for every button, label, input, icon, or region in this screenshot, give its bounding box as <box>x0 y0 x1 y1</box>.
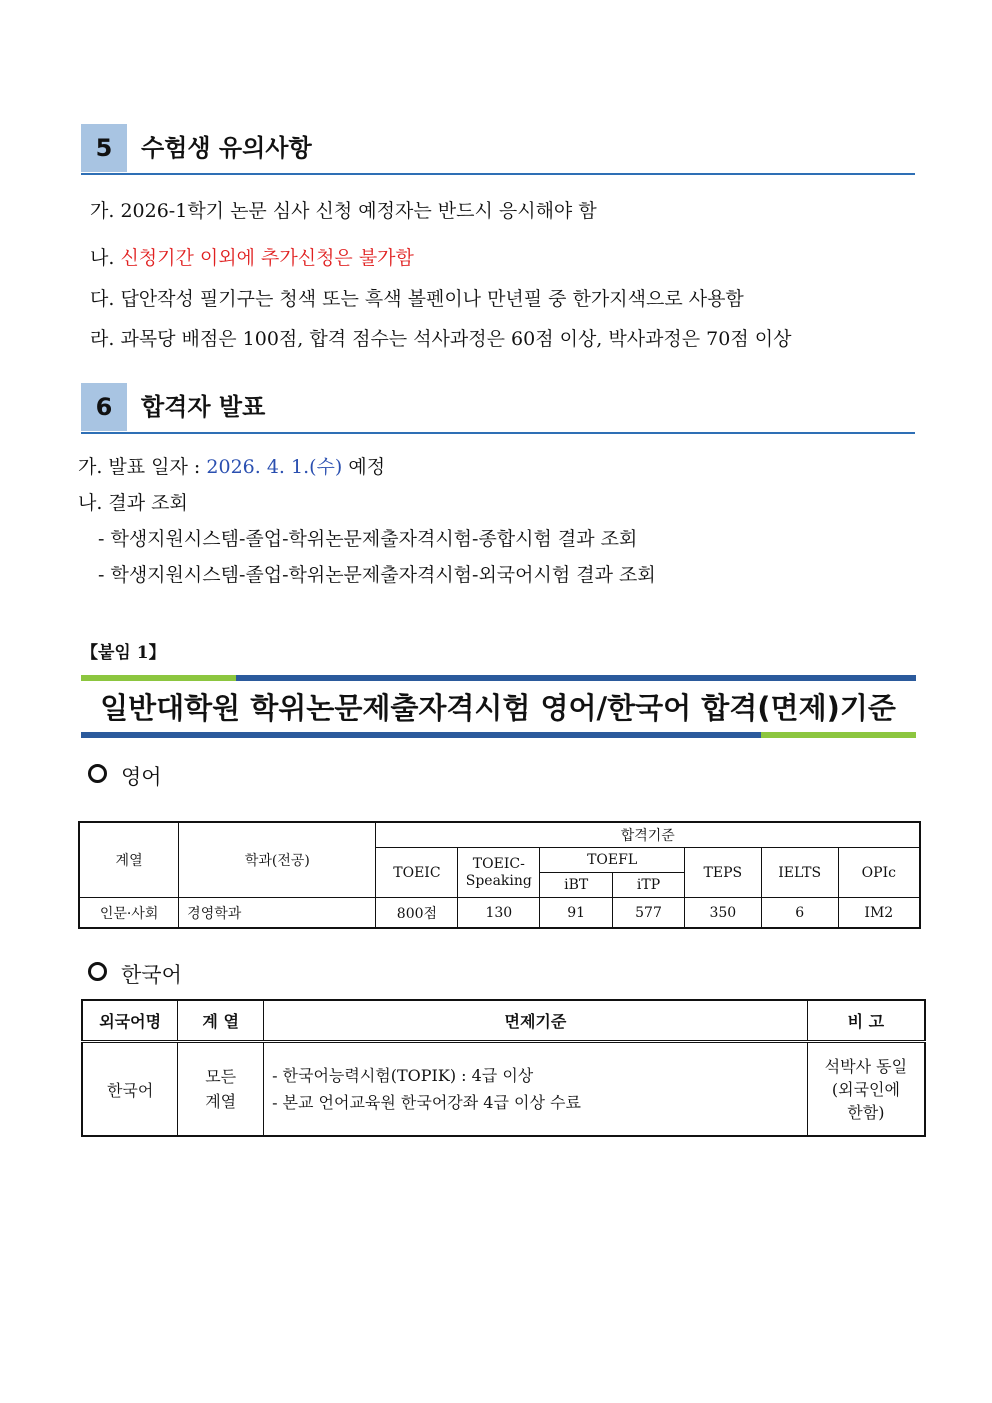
title-top-bar-navy <box>236 675 916 681</box>
header-toeic: TOEIC <box>376 848 458 898</box>
announce-date-line <box>78 452 385 479</box>
result-lookup-label: 나. 결과 조회 <box>78 492 188 514</box>
announce-date-label: 가. 발표 일자 : <box>78 456 201 478</box>
announce-date: 2026. 4. 1.(수) <box>206 456 343 478</box>
cell-criteria <box>264 1042 808 1137</box>
header-opic: OPIc <box>838 848 920 898</box>
notice-item-3-prefix: 다. <box>90 288 115 310</box>
table-row <box>82 1042 925 1137</box>
cell-field <box>178 1042 264 1137</box>
korean-criteria-table <box>81 999 926 1137</box>
title-bottom-bar-green <box>761 732 916 738</box>
header-ibt: iBT <box>540 873 613 898</box>
korean-heading-text: 한국어 <box>121 963 182 987</box>
korean-heading <box>88 959 182 989</box>
header-toeic-speaking <box>458 848 540 898</box>
section-6-title: 합격자 발표 <box>141 393 266 421</box>
cell-note-line1: 석박사 동일 <box>824 1056 908 1076</box>
cell-field-line1: 모든 <box>205 1067 237 1086</box>
header-toefl: TOEFL <box>540 848 685 873</box>
header-note: 비 고 <box>807 1000 925 1042</box>
cell-opic: IM2 <box>838 898 920 929</box>
cell-toeic: 800점 <box>376 898 458 929</box>
header-criteria: 합격기준 <box>376 822 920 848</box>
circle-bullet-icon <box>88 962 107 981</box>
header-dept: 학과(전공) <box>179 822 376 898</box>
header-toeic-speaking-line1: TOEIC- <box>472 855 525 872</box>
cell-lang: 한국어 <box>82 1042 178 1137</box>
section-6-rule <box>81 432 915 434</box>
notice-item-2-prefix: 나. <box>90 247 115 269</box>
result-lookup-2: - 학생지원시스템-졸업-학위논문제출자격시험-외국어시험 결과 조회 <box>98 564 656 586</box>
result-lookup-1: - 학생지원시스템-졸업-학위논문제출자격시험-종합시험 결과 조회 <box>98 528 638 550</box>
cell-note <box>807 1042 925 1137</box>
attachment-label: 【붙임 1】 <box>81 643 166 663</box>
cell-note-line2: (외국인에 <box>831 1079 900 1099</box>
header-lang: 외국어명 <box>82 1000 178 1042</box>
notice-item-3-text: 답안작성 필기구는 청색 또는 흑색 볼펜이나 만년필 중 한가지색으로 사용함 <box>120 288 744 310</box>
notice-item-4-text: 과목당 배점은 100점, 합격 점수는 석사과정은 60점 이상, 박사과정은 70점 이상 <box>120 328 792 350</box>
header-field: 계열 <box>79 822 179 898</box>
header-teps: TEPS <box>684 848 761 898</box>
english-heading <box>88 761 162 791</box>
table-row <box>79 898 920 929</box>
notice-item-4-prefix: 라. <box>90 328 115 350</box>
cell-toeic-speaking: 130 <box>458 898 540 929</box>
notice-item-1-text: 2026-1학기 논문 심사 신청 예정자는 반드시 응시해야 함 <box>120 200 597 222</box>
cell-teps: 350 <box>684 898 761 929</box>
cell-criteria-line2: - 본교 언어교육원 한국어강좌 4급 이상 수료 <box>272 1093 581 1112</box>
section-5-header <box>81 124 915 174</box>
cell-field-line2: 계열 <box>205 1092 237 1111</box>
cell-field: 인문·사회 <box>79 898 179 929</box>
notice-item-4 <box>90 324 791 351</box>
section-5-rule <box>81 173 915 175</box>
notice-item-3 <box>90 284 744 311</box>
cell-itp: 577 <box>613 898 685 929</box>
section-5-title: 수험생 유의사항 <box>141 134 312 162</box>
header-ielts: IELTS <box>761 848 838 898</box>
notice-item-2 <box>90 243 414 270</box>
header-itp: iTP <box>613 873 685 898</box>
notice-item-2-text: 신청기간 이외에 추가신청은 불가함 <box>120 247 414 269</box>
header-criteria: 면제기준 <box>264 1000 808 1042</box>
cell-ielts: 6 <box>761 898 838 929</box>
cell-criteria-line1: - 한국어능력시험(TOPIK) : 4급 이상 <box>272 1066 534 1085</box>
announce-date-suffix: 예정 <box>348 456 386 478</box>
section-6-header <box>81 383 915 433</box>
section-5-number: 5 <box>81 124 127 172</box>
section-6-number: 6 <box>81 383 127 431</box>
cell-note-line3: 한함) <box>847 1102 885 1122</box>
english-heading-text: 영어 <box>121 765 162 789</box>
notice-item-1-prefix: 가. <box>90 200 115 222</box>
notice-item-1 <box>90 196 597 223</box>
english-criteria-table <box>78 821 921 929</box>
header-field: 계 열 <box>178 1000 264 1042</box>
cell-ibt: 91 <box>540 898 613 929</box>
circle-bullet-icon <box>88 764 107 783</box>
header-toeic-speaking-line2: Speaking <box>465 872 532 889</box>
cell-dept: 경영학과 <box>179 898 376 929</box>
title-bottom-bar-navy <box>81 732 761 738</box>
attachment-title: 일반대학원 학위논문제출자격시험 영어/한국어 합격(면제)기준 <box>100 691 896 725</box>
title-top-bar-green <box>81 675 236 681</box>
